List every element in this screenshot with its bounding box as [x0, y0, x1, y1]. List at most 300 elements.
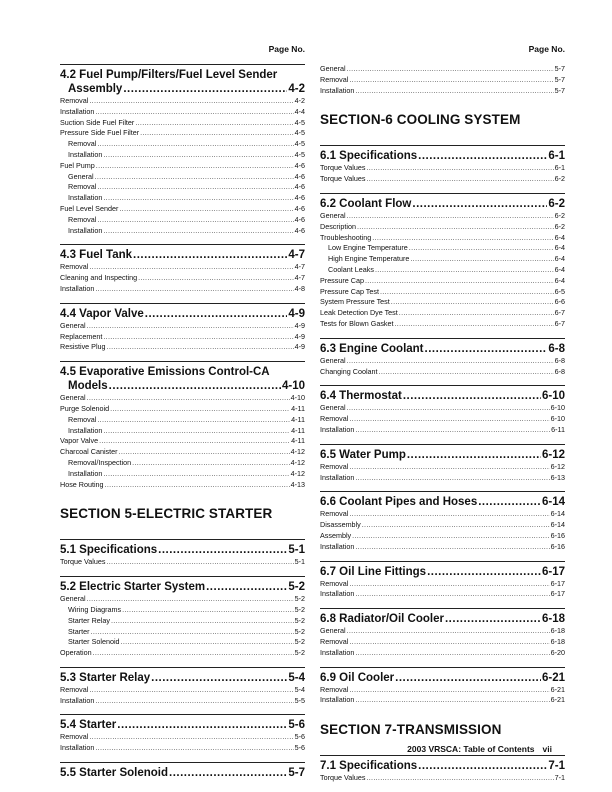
- toc-entry: [320, 308, 565, 319]
- toc-entry-page: 6-14: [550, 520, 565, 530]
- toc-entry: [60, 426, 305, 437]
- toc-entry-page: 6-6: [554, 297, 565, 307]
- toc-entry: [320, 473, 565, 484]
- dot-leader: [103, 469, 289, 480]
- toc-entry-text: Removal: [60, 96, 89, 105]
- toc-entry: [60, 696, 305, 707]
- dot-leader: [95, 284, 293, 295]
- dot-leader: [91, 627, 294, 638]
- subsection-title-text: 4.2 Fuel Pump/Filters/Fuel Level Sender: [60, 69, 278, 81]
- toc-entry: [60, 172, 305, 183]
- toc-entry: [60, 284, 305, 295]
- toc-entry-text: Removal: [320, 636, 349, 646]
- toc-entry-text: Resistive Plug: [60, 342, 106, 352]
- toc-entry-page: 4-6: [294, 182, 305, 192]
- toc-subsection: [320, 608, 565, 658]
- toc-entry-page: 4-2: [294, 96, 305, 105]
- toc-entry: [320, 297, 565, 308]
- toc-entry: [320, 265, 565, 276]
- toc-entry-page: 6-16: [550, 541, 565, 551]
- dot-leader: [133, 248, 287, 262]
- toc-entry-text: General: [320, 210, 346, 220]
- dot-leader: [357, 222, 554, 233]
- toc-entry: [60, 648, 305, 659]
- toc-entry-page: 4-11: [291, 425, 305, 435]
- subsection-page: 6-8: [548, 342, 565, 355]
- toc-subsection: [60, 762, 305, 780]
- dot-leader: [355, 648, 549, 659]
- toc-entry-text: Tests for Blown Gasket: [320, 318, 394, 328]
- toc-entry: [320, 414, 565, 425]
- dot-leader: [97, 182, 293, 193]
- subsection-page: 5-1: [288, 544, 305, 557]
- toc-entry-page: 6-4: [554, 232, 565, 242]
- subsection-title: [320, 495, 565, 509]
- toc-entry-page: 6-4: [554, 254, 565, 264]
- toc-entry-page: 6-20: [550, 647, 565, 657]
- toc-entry: [320, 86, 565, 97]
- subsection-page: 4-7: [288, 249, 305, 262]
- toc-entry-text: Installation: [68, 425, 103, 435]
- dot-leader: [366, 163, 553, 174]
- dot-leader: [355, 473, 549, 484]
- dot-leader: [349, 509, 549, 520]
- toc-entry-text: General: [320, 64, 346, 73]
- toc-entry: [320, 287, 565, 298]
- dot-leader: [206, 580, 287, 594]
- toc-entry-page: 5-7: [554, 74, 565, 84]
- dot-leader: [89, 96, 293, 107]
- toc-entry-text: Disassembly: [320, 520, 361, 530]
- dot-leader: [355, 425, 550, 436]
- subsection-page: 4-2: [288, 83, 305, 95]
- subsection-title-text: 6.1 Specifications: [320, 150, 418, 163]
- toc-entry-text: Pressure Cap: [320, 275, 364, 285]
- toc-entry: [60, 204, 305, 215]
- subsection-page: 6-18: [541, 613, 565, 626]
- dot-leader: [355, 86, 553, 97]
- toc-entry: [60, 332, 305, 343]
- dot-leader: [347, 626, 550, 637]
- dot-leader: [95, 696, 293, 707]
- toc-entry-text: Removal: [320, 684, 349, 694]
- dot-leader: [169, 766, 287, 780]
- subsection-title-text: 6.6 Coolant Pipes and Hoses: [320, 496, 478, 509]
- toc-entry-page: 4-9: [294, 331, 305, 341]
- dot-leader: [380, 287, 554, 298]
- subsection-title: [320, 671, 565, 685]
- toc-entry-page: 5-6: [294, 743, 305, 753]
- toc-entry: [60, 458, 305, 469]
- toc-entry-page: 4-7: [294, 273, 305, 283]
- toc-entry-page: 6-14: [550, 509, 565, 519]
- dot-leader: [349, 579, 549, 590]
- dot-leader: [97, 139, 293, 150]
- dot-leader: [347, 64, 554, 75]
- toc-entry-text: General: [60, 594, 86, 604]
- toc-subsection: [320, 64, 565, 96]
- subsection-page: 5-7: [288, 767, 305, 780]
- toc-subsection: [60, 714, 305, 754]
- toc-entry: [60, 393, 305, 404]
- dot-leader: [395, 671, 541, 685]
- subsection-title: [320, 342, 565, 356]
- section-heading: SECTION 5-ELECTRIC STARTER: [60, 506, 273, 522]
- subsection-page: 4-9: [288, 307, 305, 320]
- subsection-title-text: 6.5 Water Pump: [320, 448, 406, 461]
- toc-entry-text: Removal: [68, 214, 97, 224]
- toc-entry: [60, 139, 305, 150]
- dot-leader: [145, 307, 288, 321]
- dot-leader: [135, 118, 293, 129]
- toc-entry-page: 4-6: [294, 193, 305, 203]
- toc-entry: [60, 480, 305, 491]
- toc-entry-page: 4-9: [294, 320, 305, 330]
- toc-entry: [320, 64, 565, 75]
- dot-leader: [349, 75, 553, 86]
- toc-entry-text: Removal: [320, 74, 349, 84]
- toc-entry-text: Installation: [320, 695, 355, 705]
- toc-entry-page: 5-2: [294, 604, 305, 614]
- toc-entry-text: Fuel Level Sender: [60, 203, 119, 213]
- dot-leader: [412, 197, 547, 211]
- toc-entry-page: 4-11: [291, 414, 305, 424]
- toc-entry: [60, 447, 305, 458]
- toc-subsection: [320, 667, 565, 707]
- toc-entry: [320, 425, 565, 436]
- dot-leader: [103, 426, 290, 437]
- dot-leader: [372, 233, 553, 244]
- dot-leader: [347, 211, 554, 222]
- subsection-title-text: Models: [68, 380, 108, 393]
- toc-entry-page: 6-5: [554, 286, 565, 296]
- toc-entry-page: 4-12: [290, 457, 305, 467]
- toc-entry-text: Starter Solenoid: [68, 637, 120, 647]
- toc-entry-page: 6-2: [554, 221, 565, 231]
- dot-leader: [352, 531, 549, 542]
- dot-leader: [87, 594, 294, 605]
- toc-entry-page: 6-10: [550, 414, 565, 424]
- subsection-title-text: 5.1 Specifications: [60, 544, 158, 557]
- toc-subsection: [60, 539, 305, 568]
- toc-entry-page: 7-1: [554, 773, 565, 783]
- toc-entry-text: Installation: [68, 149, 103, 159]
- dot-leader: [103, 332, 293, 343]
- subsection-title: [60, 68, 305, 82]
- toc-subsection: [320, 385, 565, 435]
- toc-entry-page: 5-1: [294, 557, 305, 567]
- dot-leader: [119, 204, 293, 215]
- subsection-page: 6-17: [541, 565, 565, 578]
- toc-entry: [320, 174, 565, 185]
- dot-leader: [95, 172, 294, 183]
- dot-leader: [347, 403, 550, 414]
- toc-entry-text: Removal: [68, 414, 97, 424]
- dot-leader: [109, 379, 281, 393]
- toc-entry-text: Cleaning and Inspecting: [60, 273, 138, 283]
- toc-entry-text: Installation: [60, 283, 95, 293]
- toc-entry: [320, 276, 565, 287]
- footer-page-number: vii: [542, 744, 552, 754]
- dot-leader: [99, 436, 290, 447]
- toc-entry-page: 6-4: [554, 243, 565, 253]
- toc-entry: [320, 403, 565, 414]
- toc-entry-page: 6-4: [554, 264, 565, 274]
- toc-entry: [60, 128, 305, 139]
- dot-leader: [409, 243, 554, 254]
- toc-entry-text: Starter Relay: [68, 615, 110, 625]
- toc-subsection: [60, 244, 305, 294]
- toc-entry-text: Installation: [68, 468, 103, 478]
- subsection-title: [60, 671, 305, 685]
- toc-entry-text: Installation: [320, 472, 355, 482]
- toc-entry-text: Replacement: [60, 331, 103, 341]
- toc-entry-text: System Pressure Test: [320, 297, 390, 307]
- toc-entry-text: Installation: [320, 647, 355, 657]
- toc-entry-page: 5-7: [554, 85, 565, 95]
- toc-entry-text: General: [68, 171, 94, 181]
- toc-entry-page: 4-6: [294, 203, 305, 213]
- toc-entry-page: 4-13: [290, 479, 305, 489]
- dot-leader: [349, 462, 549, 473]
- dot-leader: [95, 743, 293, 754]
- toc-entry: [320, 75, 565, 86]
- toc-entry-page: 4-5: [294, 128, 305, 138]
- toc-subsection: [320, 755, 565, 784]
- toc-entry-page: 4-6: [294, 171, 305, 181]
- subsection-title-text: 6.7 Oil Line Fittings: [320, 565, 427, 578]
- toc-entry: [60, 96, 305, 107]
- toc-entry: [60, 215, 305, 226]
- dot-leader: [95, 107, 293, 118]
- dot-leader: [425, 342, 548, 356]
- toc-subsection: [60, 303, 305, 353]
- toc-entry: [60, 342, 305, 353]
- toc-entry: [320, 211, 565, 222]
- dot-leader: [151, 671, 287, 685]
- dot-leader: [395, 319, 554, 330]
- dot-leader: [349, 414, 549, 425]
- dot-leader: [117, 718, 287, 732]
- toc-entry-page: 4-6: [294, 225, 305, 235]
- toc-entry-page: 5-2: [294, 637, 305, 647]
- section-heading: SECTION-6 COOLING SYSTEM: [320, 112, 521, 128]
- toc-subsection: [60, 361, 305, 490]
- dot-leader: [366, 174, 553, 185]
- toc-entry: [60, 404, 305, 415]
- toc-entry-text: Removal: [320, 509, 349, 519]
- toc-entry: [60, 193, 305, 204]
- dot-leader: [97, 215, 293, 226]
- subsection-title-text: 7.1 Specifications: [320, 760, 418, 773]
- toc-entry: [320, 695, 565, 706]
- toc-entry-text: Removal: [60, 732, 89, 742]
- subsection-title-text: 4.3 Fuel Tank: [60, 249, 133, 262]
- dot-leader: [87, 321, 294, 332]
- subsection-page: 6-2: [548, 197, 565, 210]
- toc-entry-page: 6-2: [554, 174, 565, 184]
- dot-leader: [407, 448, 541, 462]
- toc-entry-page: 5-2: [294, 626, 305, 636]
- dot-leader: [87, 393, 290, 404]
- toc-entry-page: 6-7: [554, 318, 565, 328]
- subsection-title: [320, 448, 565, 462]
- toc-entry: [320, 520, 565, 531]
- page-no-label: Page No.: [268, 44, 305, 54]
- toc-subsection: [60, 576, 305, 659]
- dot-leader: [355, 695, 549, 706]
- toc-entry-text: Hose Routing: [60, 479, 104, 489]
- left-column-body: [60, 64, 305, 780]
- toc-entry-page: 6-10: [550, 403, 565, 413]
- toc-entry-page: 4-5: [294, 149, 305, 159]
- toc-entry-text: Torque Values: [320, 163, 366, 173]
- toc-entry: [60, 415, 305, 426]
- toc-entry-text: Charcoal Canister: [60, 447, 118, 457]
- dot-leader: [103, 150, 293, 161]
- toc-entry-page: 6-4: [554, 275, 565, 285]
- toc-entry-page: 5-5: [294, 695, 305, 705]
- subsection-title-text: 5.3 Starter Relay: [60, 671, 151, 684]
- toc-entry-text: Installation: [320, 589, 355, 599]
- footer-title: 2003 VRSCA: Table of Contents: [407, 744, 535, 754]
- subsection-title: [320, 389, 565, 403]
- toc-entry-page: 5-7: [554, 64, 565, 73]
- toc-entry-text: Fuel Pump: [60, 160, 95, 170]
- toc-entry-text: Torque Values: [60, 557, 106, 567]
- toc-entry-page: 4-11: [291, 436, 305, 446]
- subsection-page: 6-1: [548, 150, 565, 163]
- toc-entry: [320, 462, 565, 473]
- dot-leader: [89, 732, 293, 743]
- toc-entry-page: 4-6: [294, 214, 305, 224]
- subsection-page: 6-10: [541, 390, 565, 403]
- subsection-title: [60, 766, 305, 780]
- toc-entry-text: Removal: [320, 414, 349, 424]
- toc-entry: [320, 579, 565, 590]
- toc-entry-page: 6-18: [550, 626, 565, 636]
- dot-leader: [140, 128, 294, 139]
- dot-leader: [478, 495, 541, 509]
- toc-entry-text: Removal: [68, 182, 97, 192]
- toc-entry: [60, 118, 305, 129]
- toc-entry-page: 6-1: [554, 163, 565, 173]
- toc-entry-text: Removal: [60, 684, 89, 694]
- toc-entry-page: 4-8: [294, 283, 305, 293]
- subsection-title-text: 5.5 Starter Solenoid: [60, 767, 169, 780]
- toc-entry-text: Leak Detection Dye Test: [320, 308, 398, 318]
- toc-subsection: [60, 667, 305, 707]
- subsection-title-text: 6.3 Engine Coolant: [320, 342, 424, 355]
- dot-leader: [366, 773, 553, 784]
- subsection-title: [60, 718, 305, 732]
- toc-entry-text: Removal/Inspection: [68, 457, 132, 467]
- subsection-title-text: 5.2 Electric Starter System: [60, 581, 206, 594]
- toc-entry: [320, 626, 565, 637]
- toc-entry-page: 4-11: [291, 403, 305, 413]
- subsection-title-text: Assembly: [68, 83, 123, 95]
- toc-subsection: [320, 145, 565, 185]
- toc-entry-page: 6-8: [554, 355, 565, 365]
- toc-entry-page: 5-4: [294, 684, 305, 694]
- subsection-title-text: 5.4 Starter: [60, 719, 117, 732]
- subsection-page: 5-2: [288, 581, 305, 594]
- dot-leader: [96, 161, 294, 172]
- toc-subsection: [320, 561, 565, 601]
- toc-entry-page: 4-6: [294, 160, 305, 170]
- subsection-title: [320, 565, 565, 579]
- toc-entry-page: 5-6: [294, 732, 305, 742]
- toc-entry: [60, 685, 305, 696]
- toc-entry: [60, 469, 305, 480]
- subsection-title: [60, 543, 305, 557]
- right-column-body: [320, 64, 565, 784]
- subsection-page: 6-12: [541, 448, 565, 461]
- subsection-page: 6-21: [541, 671, 565, 684]
- toc-entry-page: 6-17: [550, 589, 565, 599]
- toc-entry-text: Description: [320, 221, 356, 231]
- toc-entry-text: Assembly: [320, 530, 352, 540]
- toc-entry-page: 6-21: [550, 695, 565, 705]
- toc-entry: [60, 262, 305, 273]
- toc-entry-page: 5-2: [294, 615, 305, 625]
- toc-entry: [60, 161, 305, 172]
- toc-entry: [60, 150, 305, 161]
- toc-entry-text: Installation: [320, 85, 355, 95]
- toc-entry: [320, 367, 565, 378]
- dot-leader: [138, 273, 293, 284]
- toc-entry: [60, 557, 305, 568]
- subsection-title-text: 6.9 Oil Cooler: [320, 671, 395, 684]
- toc-entry-page: 6-2: [554, 210, 565, 220]
- dot-leader: [403, 389, 541, 403]
- toc-entry-page: 4-7: [294, 262, 305, 272]
- toc-entry-page: 4-4: [294, 106, 305, 116]
- dot-leader: [410, 254, 553, 265]
- dot-leader: [158, 543, 287, 557]
- toc-entry-text: Torque Values: [320, 174, 366, 184]
- toc-entry: [60, 594, 305, 605]
- toc-entry-page: 6-21: [550, 684, 565, 694]
- toc-entry-page: 6-12: [550, 461, 565, 471]
- toc-entry-page: 6-13: [550, 472, 565, 482]
- toc-entry-text: General: [60, 320, 86, 330]
- toc-entry-page: 6-7: [554, 308, 565, 318]
- toc-entry: [60, 743, 305, 754]
- toc-entry-text: General: [60, 393, 86, 403]
- toc-entry: [320, 637, 565, 648]
- subsection-title: [60, 248, 305, 262]
- toc-entry-text: Low Engine Temperature: [328, 243, 408, 253]
- toc-entry-page: 6-11: [551, 424, 565, 434]
- toc-entry-page: 6-17: [550, 578, 565, 588]
- toc-entry-text: Suction Side Fuel Filter: [60, 117, 135, 127]
- toc-subsection: [320, 444, 565, 484]
- toc-entry: [320, 163, 565, 174]
- toc-entry: [60, 605, 305, 616]
- toc-entry-text: Wiring Diagrams: [68, 604, 122, 614]
- toc-entry: [60, 732, 305, 743]
- subsection-title-text: 6.2 Coolant Flow: [320, 197, 412, 210]
- subsection-title-text: 6.4 Thermostat: [320, 390, 402, 403]
- toc-entry: [320, 222, 565, 233]
- toc-entry: [60, 627, 305, 638]
- subsection-title: [320, 759, 565, 773]
- toc-entry-page: 4-5: [294, 117, 305, 127]
- dot-leader: [418, 759, 547, 773]
- toc-entry: [320, 509, 565, 520]
- dot-leader: [110, 404, 290, 415]
